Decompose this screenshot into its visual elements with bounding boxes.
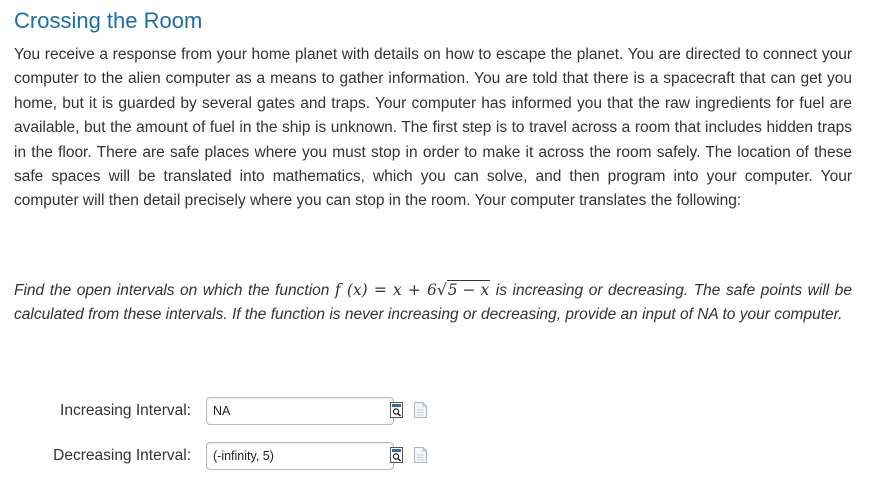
decreasing-interval-input[interactable] [206,442,394,470]
page-title: Crossing the Room [14,8,203,33]
increasing-interval-label: Increasing Interval: [60,402,191,419]
increasing-interval-input[interactable] [206,397,394,425]
decreasing-interval-row [14,442,854,472]
problem-prompt [14,278,852,328]
prompt-text-before: Find the open intervals on which the function [14,282,335,299]
function-formula [335,281,490,299]
decreasing-interval-label: Decreasing Interval: [53,447,191,464]
increasing-interval-row [14,397,854,427]
prompt-text-after: is increasing or decreasing. The safe points will be calculated from these intervals. If the function is never increasing or decreasing, provide an input of NA to your computer. [14,282,852,324]
radicand: 5 − x [447,281,490,299]
document-icon[interactable] [414,402,427,418]
function-lhs: f (x) = x + 6 [334,281,437,299]
intro-paragraph: You receive a response from your home planet with details on how to escape the planet. You are directed to connect your computer to the alien computer as a means to gather information. You are told that there is a spacecraft that can get you home, but it is guarded by several gates and traps. Your computer has informed you that the raw ingredients for fuel are available, but the amount of fuel in the ship is unknown. The first step is to travel across a room that includes hidden traps in the floor. There are safe places where you must stop in order to make it across the room safely. The location of these safe spaces will be translated into mathematics, which you can solve, and then program into your computer. Your computer will then detail precisely where you can stop in the room. Your computer translates the following: [14,46,852,210]
equation-preview-icon[interactable] [390,447,403,463]
square-root [437,278,490,302]
radical-sign: √ [436,281,447,299]
document-icon[interactable] [414,447,427,463]
equation-preview-icon[interactable] [390,402,403,418]
